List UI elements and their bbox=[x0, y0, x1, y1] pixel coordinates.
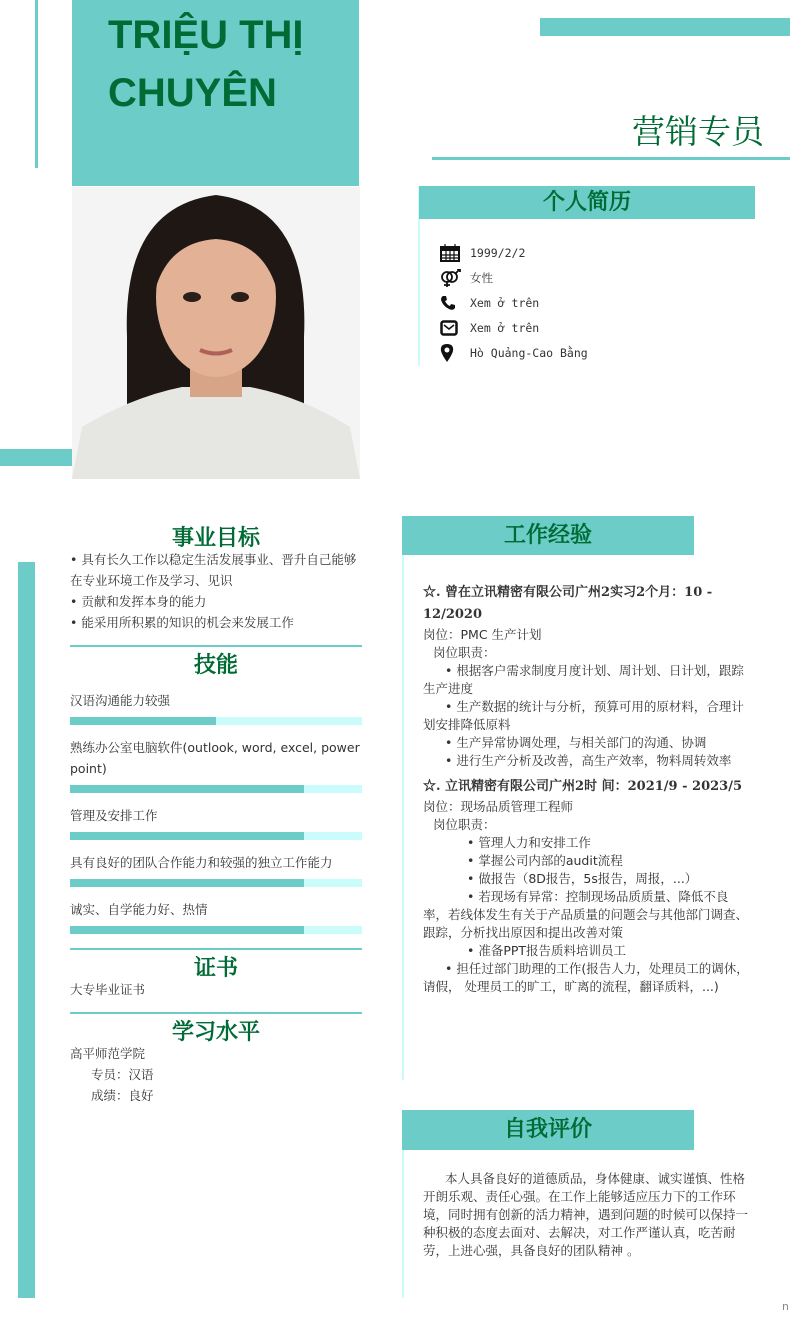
self-eval-text: 本人具备良好的道德质品，身体健康、诚实谨慎、性格开朗乐观、责任心强。在工作上能够适应压力下的工作环境，同时拥有创新的活力精神，遇到问题的时候可以保持一种积极的态度去面对、去解决，对工作严谨认真，吃苦耐劳，上进心强，具备良好的团队精神 。 bbox=[423, 1171, 749, 1258]
job-duty: • 根据客户需求制度月度计划、周计划、日计划，跟踪生产进度 bbox=[423, 663, 744, 696]
profile-photo bbox=[72, 187, 360, 479]
skill-label: 管理及安排工作 bbox=[70, 808, 158, 823]
job-duty: • 生产数据的统计与分析，预算可用的原材料，合理计划安排降低原料 bbox=[423, 699, 744, 732]
name-box bbox=[72, 0, 359, 186]
info-gender bbox=[440, 265, 588, 290]
info-location bbox=[440, 340, 588, 365]
self-eval-title: 自我评价 bbox=[503, 1117, 592, 1142]
info-text: Hò Quảng-Cao Bằng bbox=[470, 345, 588, 360]
left-column bbox=[70, 528, 362, 1106]
divider bbox=[70, 645, 362, 647]
info-email bbox=[440, 315, 588, 340]
skill-label: 诚实、自学能力好、热情 bbox=[70, 902, 208, 917]
skill-level-fill bbox=[70, 785, 304, 793]
job-position: 岗位：PMC 生产计划 bbox=[423, 627, 542, 642]
info-text: 1999/2/2 bbox=[470, 245, 526, 260]
location-icon bbox=[440, 344, 470, 362]
decor-vertical-line-experience bbox=[402, 516, 404, 1080]
skill-level-bar bbox=[70, 926, 362, 934]
job-duty: • 担任过部门助理的工作(报告人力，处理员工的调休，请假， 处理员工的旷工，旷离的流程，翻译质料，...) bbox=[423, 961, 749, 994]
education-school: 高平师范学院 bbox=[70, 1046, 146, 1061]
info-text: Xem ở trên bbox=[470, 320, 540, 335]
name-line-2: CHUYÊN bbox=[108, 71, 277, 115]
calendar-icon bbox=[440, 244, 470, 262]
decor-bar-top-right bbox=[540, 18, 790, 36]
experience-header bbox=[402, 516, 694, 555]
job-duty: • 准备PPT报告质料培训员工 bbox=[467, 943, 627, 958]
objective-item: • 具有长久工作以稳定生活发展事业、晋升自己能够在专业环境工作及学习、见识 bbox=[70, 552, 357, 588]
skill-level-bar bbox=[70, 785, 362, 793]
decor-line-under-title bbox=[432, 157, 790, 160]
decor-vertical-bar-left bbox=[18, 562, 35, 1298]
job-duties-label: 岗位职责： bbox=[433, 817, 496, 832]
info-phone bbox=[440, 290, 588, 315]
skill-label: 具有良好的团队合作能力和较强的独立工作能力 bbox=[70, 855, 333, 870]
certificate-item: 大专毕业证书 bbox=[70, 982, 146, 997]
skill-level-fill bbox=[70, 832, 304, 840]
job-duty: • 管理人力和安排工作 bbox=[467, 835, 591, 850]
skill-label: 熟练办公室电脑软件(outlook, word, excel, power point) bbox=[70, 740, 360, 776]
divider bbox=[70, 1012, 362, 1014]
job-entry bbox=[423, 582, 753, 770]
job-duty: • 若现场有异常：控制现场品质质量、降低不良率，若线体发生有关于产品质量的问题会与其他部门调查、跟踪，分析找出原因和提出改善对策 bbox=[423, 889, 749, 940]
education-grade: 成绩：良好 bbox=[91, 1088, 154, 1103]
skill-level-fill bbox=[70, 717, 216, 725]
info-text: 女性 bbox=[470, 270, 493, 285]
certificates-title: 证书 bbox=[193, 956, 238, 981]
education-title: 学习水平 bbox=[171, 1020, 260, 1045]
profile-header bbox=[419, 186, 755, 219]
job-duty: • 生产异常协调处理，与相关部门的沟通、协调 bbox=[445, 735, 707, 750]
job-duty: • 做报告（8D报告，5s报告，周报，...） bbox=[467, 871, 698, 886]
divider bbox=[70, 948, 362, 950]
objective-title: 事业目标 bbox=[171, 526, 260, 551]
skill-label: 汉语沟通能力较强 bbox=[70, 693, 171, 708]
email-icon bbox=[440, 320, 470, 336]
objective-item: • 能采用所积累的知识的机会来发展工作 bbox=[70, 615, 294, 630]
skill-level-fill bbox=[70, 926, 304, 934]
job-entry bbox=[423, 776, 753, 996]
skill-level-fill bbox=[70, 879, 304, 887]
decor-bar-left bbox=[0, 449, 72, 466]
job-heading: ☆. 立讯精密有限公司广州2时 间：2021/9 - 2023/5 bbox=[423, 779, 743, 794]
skills-title: 技能 bbox=[193, 653, 238, 678]
job-duty: • 进行生产分析及改善，高生产效率，物料周转效率 bbox=[445, 753, 732, 768]
info-birthdate bbox=[440, 240, 588, 265]
experience-content bbox=[423, 576, 753, 996]
skill-level-bar bbox=[70, 717, 362, 725]
gender-icon bbox=[440, 269, 470, 287]
experience-title: 工作经验 bbox=[503, 523, 592, 548]
name-line-1: TRIỆU THỊ bbox=[108, 13, 304, 57]
job-duty: • 掌握公司内部的audit流程 bbox=[467, 853, 623, 868]
education-major: 专员：汉语 bbox=[91, 1067, 154, 1082]
self-eval-header bbox=[402, 1110, 694, 1150]
objective-item: • 贡献和发挥本身的能力 bbox=[70, 594, 207, 609]
decor-vertical-line-top bbox=[35, 0, 38, 168]
info-text: Xem ở trên bbox=[470, 295, 540, 310]
job-position: 岗位：现场品质管理工程师 bbox=[423, 799, 574, 814]
job-heading: ☆. 曾在立讯精密有限公司广州2实习2个月：10 - 12/2020 bbox=[423, 585, 713, 622]
profile-info bbox=[440, 240, 588, 365]
skill-level-bar bbox=[70, 879, 362, 887]
skill-level-bar bbox=[70, 832, 362, 840]
profile-title: 个人简历 bbox=[542, 190, 631, 215]
footer-mark: n bbox=[782, 1300, 789, 1313]
job-title: 营销专员 bbox=[632, 112, 764, 151]
skills-list bbox=[70, 690, 362, 934]
phone-icon bbox=[440, 295, 470, 311]
job-duties-label: 岗位职责： bbox=[433, 645, 496, 660]
